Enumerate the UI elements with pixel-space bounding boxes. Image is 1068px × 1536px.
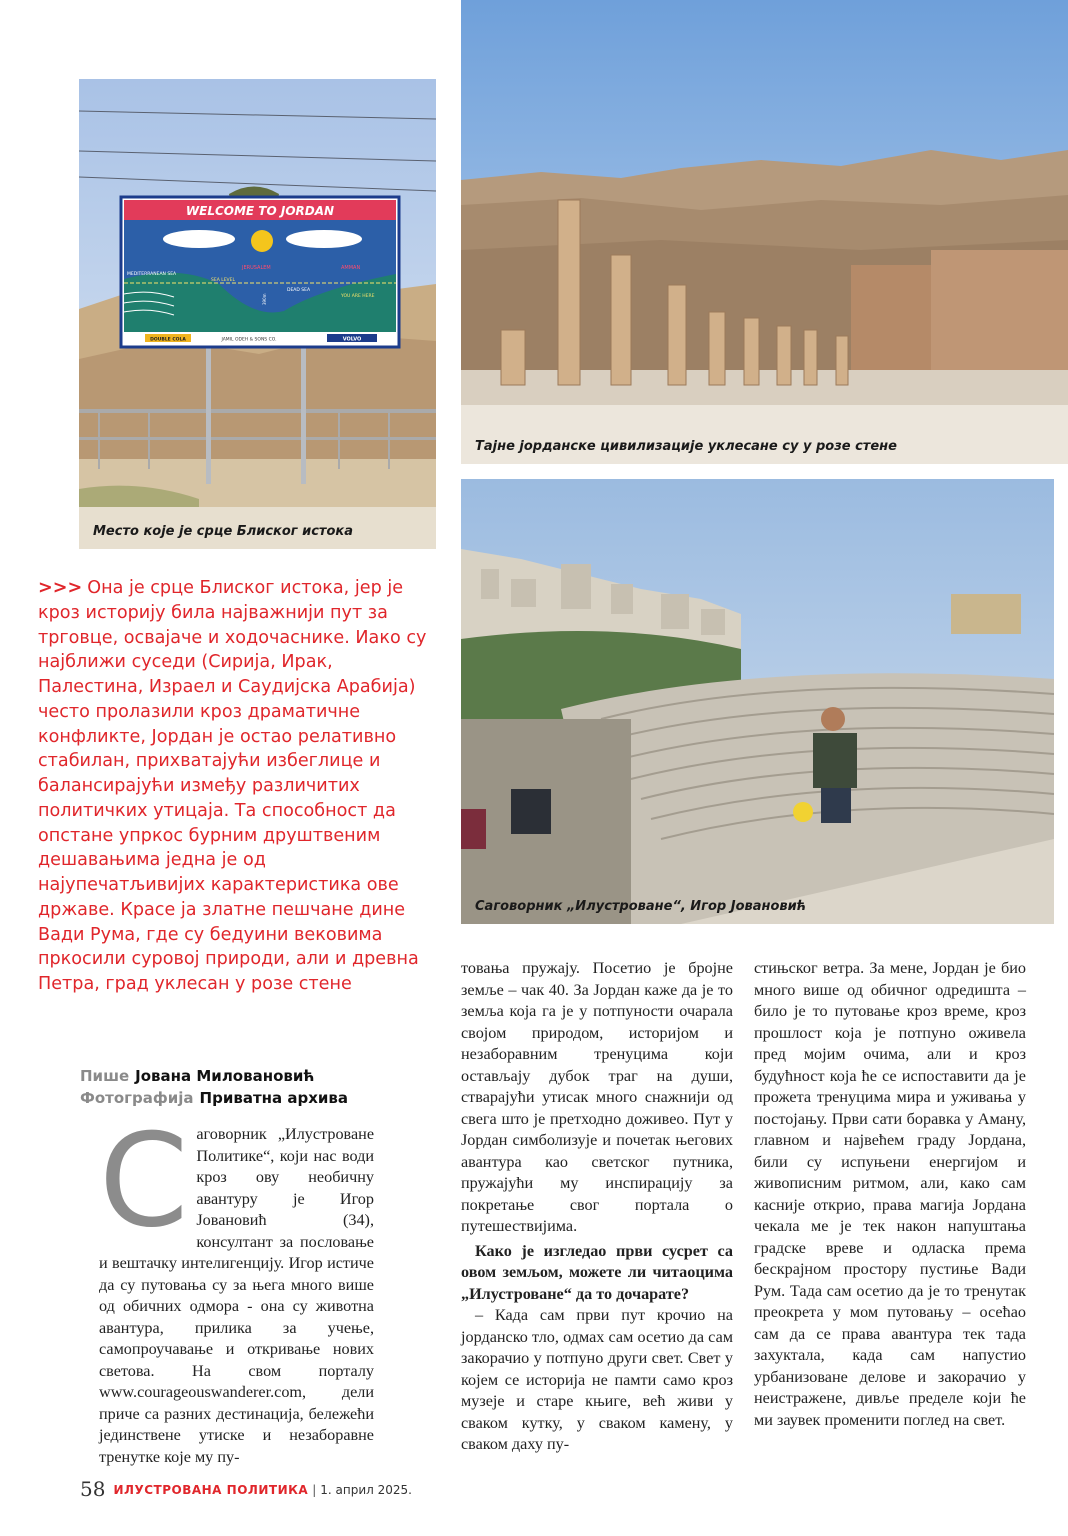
writer-credit (80, 1065, 348, 1087)
magazine-name: ИЛУСТРОВАНА ПОЛИТИКА (113, 1483, 309, 1497)
pull-quote-text: Она је срце Блиског истока, јер је кроз историју била најважнији пут за трговце, освајаче и ходочаснике. Иако су најближи суседи (Сирија, Ирак, Палестина, Израел и Саудијска Арабија) често пролазили кроз драматичне конфликте, Јордан је остао релативно стабилан, прихватајући избеглице и балансирајући између различитих политичких утицаја. Та способност да опстане упркос бурним друштвеним дешавањима једна је од најупечатљивијих карактеристика ове државе. Красе ја златне пешчане дине Вади Рума, где су бедуини вековима пркосили суровој природи, али и древна Петра, град уклесан у розе стене (38, 578, 427, 994)
drop-cap: С (99, 1107, 189, 1256)
article-col2-paragraph-1: товања пружају. Посетио је бројне земље – чак 40. За Јордан каже да је то земља која га је у потпуности очарала својом природом, историјом и незаборавним тренуцима који остављају дубок траг на души, стварајући утисак много снажнији од свега што је претходно доживео. Пут у Јордан симболизује и почетак његових авантура као светског путника, пружајући му инспирацију за покретање свог портала о путешествијима. (461, 959, 733, 1235)
caption-petra: Тајне јорданске цивилизације уклесане су у розе стене (475, 439, 897, 454)
article-col2-paragraph-2: – Када сам први пут крочио на јорданско тло, одмах сам осетио да сам закорачио у потпуно други свет. Свет у којем се историја не памти само кроз музеје и старе књиге, већ живи у сваком кутку, у сваком камену, у сваком даху пу- (461, 1306, 733, 1453)
photo-role: Фотографија (80, 1089, 194, 1107)
photo-theater (461, 479, 1054, 924)
sign-label-sea-level: SEA LEVEL (211, 278, 235, 283)
photo-petra (461, 0, 1068, 464)
sign-sponsor-2: JAMIL ODEH & SONS CO. (221, 337, 277, 343)
caption-welcome-sign: Место које је срце Блиског истока (93, 524, 353, 539)
sign-label-mediterranean: MEDITERRANEAN SEA (127, 272, 177, 277)
photo-credit (80, 1087, 348, 1109)
footer-separator: | (312, 1483, 317, 1497)
pull-quote (38, 576, 430, 997)
sign-label-amman: AMMAN (341, 265, 361, 271)
article-column-2 (461, 958, 733, 1456)
article-col2-question: Како је изгледао први сусрет са овом земљом, можете ли читаоцима „Илустроване“ да то дочарате? (461, 1241, 733, 1303)
writer-name: Јована Миловановић (135, 1067, 315, 1085)
article-credits (80, 1065, 348, 1109)
sign-sponsor-3: VOLVO (342, 336, 362, 343)
photo-name: Приватна архива (199, 1089, 349, 1107)
page-footer (80, 1477, 412, 1501)
welcome-sign-image (79, 79, 436, 549)
sign-label-depth: 390m (262, 293, 267, 305)
sign-label-you-are-here: YOU ARE HERE (341, 294, 375, 299)
page-number: 58 (80, 1477, 106, 1501)
sign-sponsor-1: DOUBLE COLA (150, 337, 186, 343)
writer-role: Пише (80, 1067, 130, 1085)
article-column-1 (99, 1107, 374, 1468)
petra-image (461, 0, 1068, 464)
theater-image (461, 479, 1054, 924)
pull-quote-arrows: >>> (38, 578, 83, 598)
caption-theater: Саговорник „Илустроване“, Игор Јовановић (475, 899, 807, 914)
article-column-3 (754, 958, 1026, 1431)
article-col1-text: аговорник „Илустроване Политике“, који нас води кроз ову необичну авантуру је Игор Јовановић (34), консултант за пословање и вештачку интелигенцију. Игор истиче да су путовања су за њега много више од обичних одмора - она су животна авантура, прилика за учење, самопроучавање и откривање нових светова. На свом порталу www.courageouswanderer.com, дели приче са разних дестинација, бележећи јединствене утиске и незаборавне тренутке које му пу- (99, 1125, 374, 1466)
photo-welcome-sign (79, 79, 436, 549)
issue-date: 1. април 2025. (320, 1483, 412, 1497)
sign-label-dead-sea: DEAD SEA (287, 288, 311, 293)
sign-title-text: WELCOME TO JORDAN (185, 204, 335, 218)
article-col3-text: стињског ветра. За мене, Јордан је био много више од обичног одредишта – било је то путовање кроз време, кроз прошлост која је потпуно оживела пред мојим очима, али и кроз будућност која ће се испоставити да је прожета тренуцима мира и уживања у постојању. Први сати боравка у Аману, главном и највећем граду Јордана, били су испуњени енергијом и живописним ритмом, али, како сам касније открио, права магија Јордана чекала ме је тек након напуштања градске вреве и одласка према бескрајном простору пустиње Вади Рум. Тада сам осетио да је то тренутак преокрета у мом путовању – осећао сам да се права авантура тек тада захуктала, када сам напустио урбанизоване делове и закорачио у неистражене, дивље пределе који ће ми заувек променити поглед на свет. (754, 959, 1026, 1429)
sign-label-jerusalem: JERUSALEM (242, 265, 271, 271)
